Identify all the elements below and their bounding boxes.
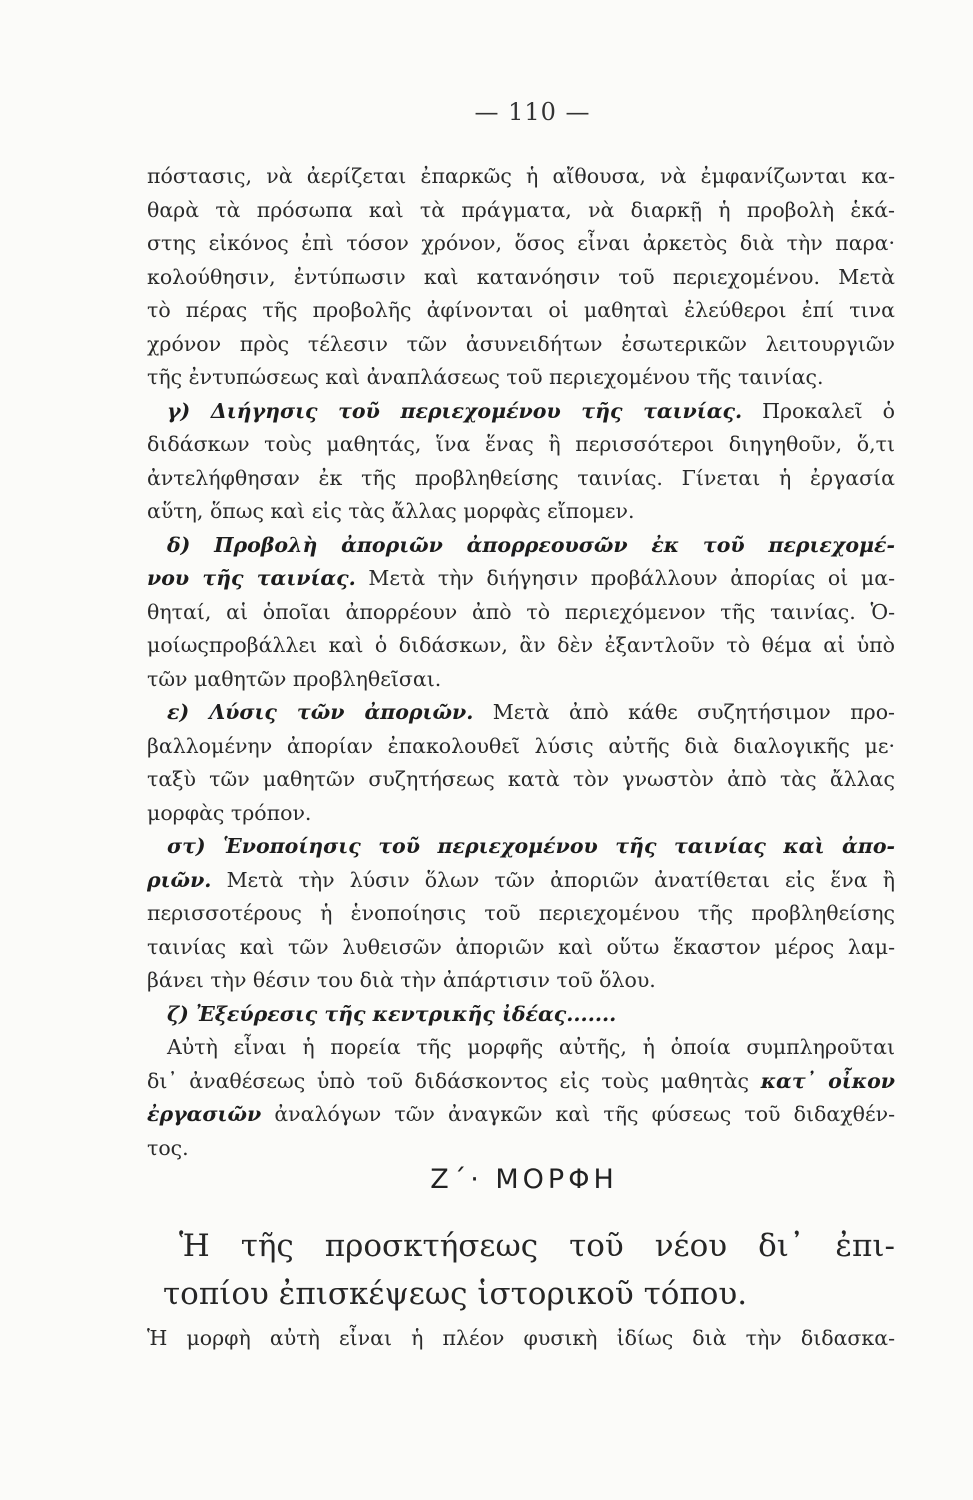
text-run: Προκαλεῖ ὁ — [742, 398, 895, 423]
text-line: χρόνον πρὸς τέλεσιν τῶν ἀσυνειδήτων ἐσωτερικῶν λειτουργιῶν — [147, 331, 895, 356]
text-line: τῶν μαθητῶν προβληθεῖσαι. — [147, 666, 442, 691]
paragraph-gamma — [147, 395, 895, 529]
text-line: τῆς ἐντυπώσεως καὶ ἀναπλάσεως τοῦ περιεχομένου τῆς ταινίας. — [147, 365, 824, 389]
text-run: Μετὰ τὴν λύσιν ὅλων τῶν ἀποριῶν ἀνατίθεται εἰς ἕνα ἢ — [211, 867, 895, 892]
text-line: Ἡ μορφὴ αὐτὴ εἶναι ἡ πλέον φυσικὴ ἰδίως διὰ τὴν διδασκα- — [147, 1326, 895, 1350]
paragraph-delta — [147, 529, 895, 697]
text-line: μορφὰς τρόπον. — [147, 800, 312, 825]
text-line — [147, 1098, 895, 1132]
section-title: Ζ΄· ΜΟΡΦΗ — [430, 1164, 618, 1195]
form-title — [147, 1222, 895, 1318]
text-line: ἀντελήφθησαν ἐκ τῆς προβληθείσης ταινίας. Γίνεται ἡ ἐργασία — [147, 465, 895, 490]
text-line — [147, 696, 895, 730]
text-line — [147, 864, 895, 898]
text-line: περισσοτέρους ἡ ἑνοποίησις τοῦ περιεχομένου τῆς προβληθείσης — [147, 901, 895, 925]
section-heading-stigma: στ) Ἑνοποίησις τοῦ περιεχομένου τῆς ταινίας καὶ ἀπο- — [167, 834, 895, 858]
text-line — [147, 1065, 895, 1099]
text-line: μοίωςπροβάλλει καὶ ὁ διδάσκων, ἂν δὲν ἐξαντλοῦν τὸ θέμα αἱ ὑπὸ — [147, 633, 895, 657]
text-line: τὸ πέρας τῆς προβολῆς ἀφίνονται οἱ μαθηταὶ ἐλεύθεροι ἐπί τινα — [147, 298, 895, 322]
text-line: ταινίας καὶ τῶν λυθεισῶν ἀποριῶν καὶ οὕτω ἕκαστον μέρος λαμ- — [147, 934, 895, 959]
paragraph-zeta — [147, 998, 895, 1166]
text-line: διδάσκων τοὺς μαθητάς, ἵνα ἕνας ἢ περισσότεροι διηγηθοῦν, ὅ,τι — [147, 432, 895, 456]
bold-phrase: ἐργασιῶν — [147, 1102, 262, 1126]
page-number: — 110 — — [474, 98, 591, 126]
paragraph-stigma — [147, 830, 895, 998]
section-heading-delta: δ) Προβολὴ ἀποριῶν ἀπορρεουσῶν ἐκ τοῦ περιεχομέ- — [167, 532, 895, 557]
text-line: στης εἰκόνος ἐπὶ τόσον χρόνον, ὅσος εἶναι ἀρκετὸς διὰ τὴν παρα· — [147, 231, 895, 255]
text-run: δι᾽ ἀναθέσεως ὑπὸ τοῦ διδάσκοντος εἰς τοὺς μαθητὰς — [147, 1068, 761, 1093]
text-run: Μετὰ ἀπὸ κάθε συζητήσιμον προ- — [473, 700, 895, 724]
text-run: ἀναλόγων τῶν ἀναγκῶν καὶ τῆς φύσεως τοῦ διδαχθέν- — [261, 1102, 895, 1126]
text-line: θαρὰ τὰ πρόσωπα καὶ τὰ πράγματα, νὰ διαρκῇ ἡ προβολὴ ἑκά- — [147, 197, 895, 222]
text-line — [147, 998, 895, 1032]
text-line: αὕτη, ὅπως καὶ εἰς τὰς ἄλλας μορφὰς εἴπομεν. — [147, 499, 635, 523]
section-heading-stigma-cont: ριῶν. — [147, 867, 212, 892]
text-line: βαλλομένην ἀπορίαν ἐπακολουθεῖ λύσις αὐτῆς διὰ διαλογικῆς με· — [147, 733, 895, 758]
bold-phrase: κατ᾽ οἶκον — [760, 1068, 895, 1093]
paragraph-epsilon — [147, 696, 895, 830]
text-line: πόστασις, νὰ ἀερίζεται ἐπαρκῶς ἡ αἴθουσα, νὰ ἐμφανίζωνται κα- — [147, 164, 895, 188]
section-heading-epsilon: ε) Λύσις τῶν ἀποριῶν. — [167, 700, 474, 724]
section-heading-gamma: γ) Διήγησις τοῦ περιεχομένου τῆς ταινίας. — [167, 398, 743, 423]
text-line — [147, 395, 895, 429]
text-line: τος. — [147, 1135, 189, 1160]
text-line: ταξὺ τῶν μαθητῶν συζητήσεως κατὰ τὸν γνωστὸν ἀπὸ τὰς ἄλλας — [147, 767, 895, 791]
section-heading-zeta: ζ) Ἐξεύρεσις τῆς κεντρικῆς ἰδέας....... — [167, 1001, 617, 1026]
section-heading-delta-cont: νου τῆς ταινίας. — [147, 566, 356, 590]
text-line: κολούθησιν, ἐντύπωσιν καὶ κατανόησιν τοῦ περιεχομένου. Μετὰ — [147, 264, 895, 289]
body-text — [147, 160, 895, 1165]
text-line — [147, 529, 895, 563]
form-title-line: τοπίου ἐπισκέψεως ἱστορικοῦ τόπου. — [163, 1276, 748, 1312]
text-line — [147, 830, 895, 864]
text-run: Μετὰ τὴν διήγησιν προβάλλουν ἀπορίας οἱ μα- — [355, 566, 895, 590]
text-line: βάνει τὴν θέσιν του διὰ τὴν ἀπάρτισιν τοῦ ὅλου. — [147, 968, 656, 992]
text-line: Αὐτὴ εἶναι ἡ πορεία τῆς μορφῆς αὐτῆς, ἡ ὁποία συμπληροῦται — [167, 1035, 895, 1059]
paragraph-continuation — [147, 160, 895, 395]
form-title-line: Ἡ τῆς προσκτήσεως τοῦ νέου δι᾽ ἐπι- — [179, 1228, 895, 1264]
text-line: θηταί, αἱ ὁποῖαι ἀπορρέουν ἀπὸ τὸ περιεχόμενον τῆς ταινίας. Ὁ- — [147, 599, 895, 624]
text-line — [147, 562, 895, 596]
